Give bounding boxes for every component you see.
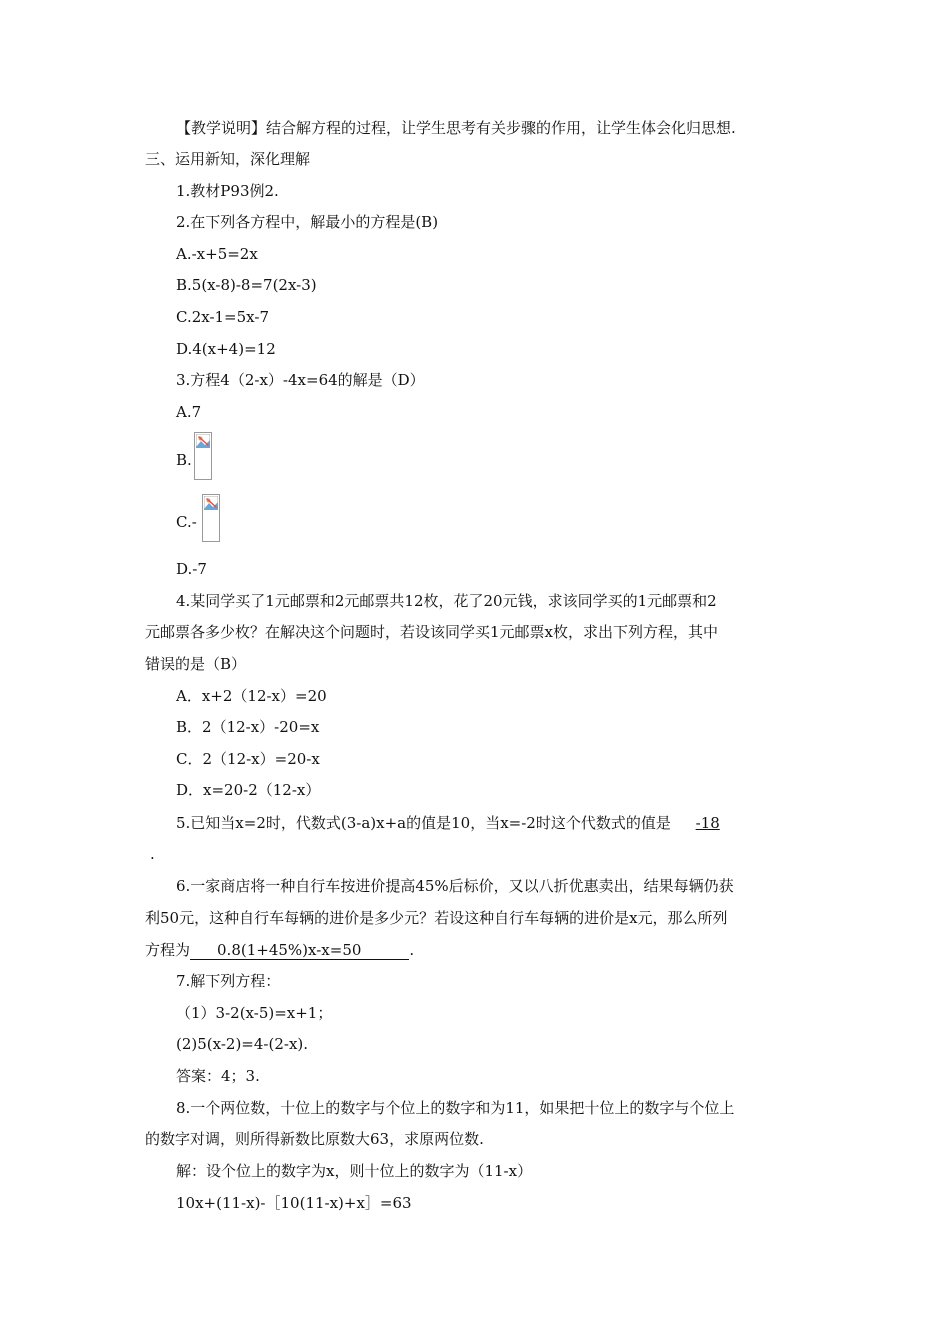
question-3: 3.方程4（2-x）-4x=64的解是（D） — [176, 371, 425, 389]
question-6-line-3 — [145, 940, 414, 960]
broken-image-icon — [202, 494, 220, 542]
question-8-solution: 解：设个位上的数字为x，则十位上的数字为（11-x） — [176, 1162, 533, 1180]
broken-image-icon — [194, 432, 212, 480]
question-6-line-1: 6.一家商店将一种自行车按进价提高45%后标价，又以八折优惠卖出，结果每辆仍获 — [176, 877, 734, 895]
question-4-option-a: A．x+2（12-x）=20 — [176, 687, 327, 705]
question-8-line-1: 8.一个两位数，十位上的数字与个位上的数字和为11，如果把十位上的数字与个位上 — [176, 1099, 735, 1117]
question-7-item-2: (2)5(x-2)=4-(2-x). — [176, 1035, 309, 1053]
question-6-answer: 0.8(1+45%)x-x=50 — [190, 941, 409, 960]
question-2-option-a: A.-x+5=2x — [176, 245, 258, 263]
question-4-option-d: D．x=20-2（12-x） — [176, 781, 321, 799]
question-3-option-d: D.-7 — [176, 560, 207, 578]
question-4-line-1: 4.某同学买了1元邮票和2元邮票共12枚，花了20元钱，求该同学买的1元邮票和2 — [176, 592, 717, 610]
question-8-equation: 10x+(11-x)-［10(11-x)+x］=63 — [176, 1194, 412, 1212]
teaching-note: 【教学说明】结合解方程的过程，让学生思考有关步骤的作用，让学生体会化归思想. — [176, 119, 736, 137]
question-5-text: 5.已知当x=2时，代数式(3-a)x+a的值是10，当x=-2时这个代数式的值是 — [176, 814, 671, 832]
question-2-option-d: D.4(x+4)=12 — [176, 340, 276, 358]
question-6-end: . — [409, 941, 415, 959]
question-4-option-b: B．2（12-x）-20=x — [176, 718, 320, 736]
option-b-label: B. — [176, 451, 192, 469]
question-6-line-2: 利50元，这种自行车每辆的进价是多少元？若设这种自行车每辆的进价是x元，那么所列 — [145, 909, 728, 927]
question-2-option-b: B.5(x-8)-8=7(2x-3) — [176, 276, 317, 294]
question-5-end: . — [150, 845, 155, 863]
question-4-option-c: C．2（12-x）=20-x — [176, 750, 320, 768]
question-8-line-2: 的数字对调，则所得新数比原数大63，求原两位数. — [145, 1130, 484, 1148]
question-7: 7.解下列方程： — [176, 972, 281, 990]
question-5 — [176, 813, 720, 833]
question-4-line-3: 错误的是（B） — [145, 655, 247, 673]
section-heading: 三、运用新知，深化理解 — [145, 150, 311, 168]
question-2: 2.在下列各方程中，解最小的方程是(B) — [176, 213, 439, 231]
question-4-line-2: 元邮票各多少枚？在解决这个问题时，若设该同学买1元邮票x枚，求出下列方程，其中 — [145, 623, 719, 641]
question-3-option-a: A.7 — [176, 403, 202, 421]
question-7-answer: 答案：4；3. — [176, 1067, 260, 1085]
question-1: 1.教材P93例2. — [176, 182, 279, 200]
question-6-prefix: 方程为 — [145, 941, 191, 959]
question-2-option-c: C.2x-1=5x-7 — [176, 308, 269, 326]
option-c-label: C.- — [176, 513, 197, 531]
question-5-answer: -18 — [695, 814, 720, 832]
question-7-item-1: （1）3-2(x-5)=x+1； — [176, 1004, 333, 1022]
